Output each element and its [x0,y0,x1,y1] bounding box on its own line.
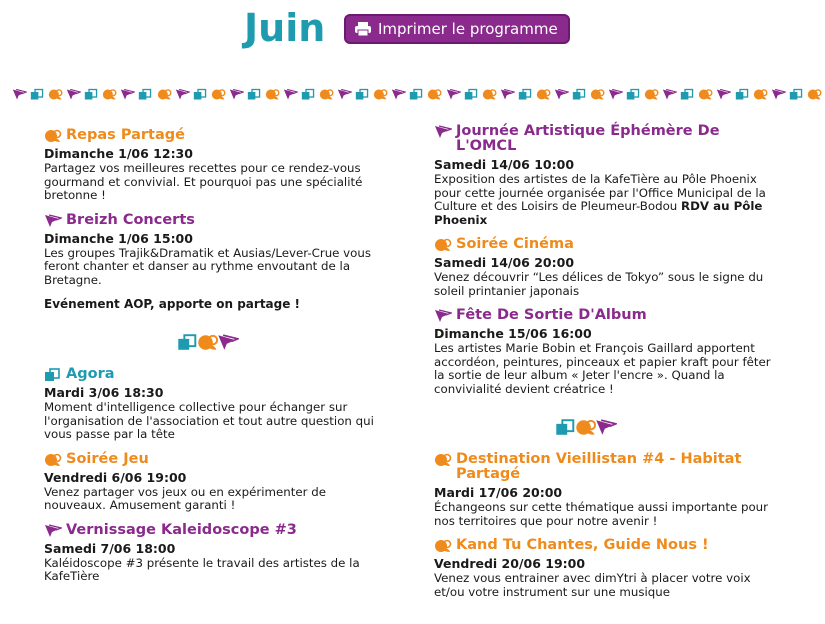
right-column [434,123,779,609]
chat-bubble-icon [434,453,452,467]
event-location: RDV au Pôle Phoenix [434,199,763,227]
event-repas-partage [44,128,374,203]
squares-icon [301,87,316,102]
chat-bubble-icon [102,87,117,102]
squares-icon [409,87,424,102]
chat-bubble-icon [44,453,62,467]
event-description: Partagez vos meilleures recettes pour ce rendez-vous gourmand et convivial. Et pourquoi pas une spécialité bretonne ! [44,161,363,202]
flag-icon [716,87,731,102]
flag-icon [12,87,27,102]
page-header [0,6,825,56]
squares-icon [735,87,750,102]
flag-icon [500,87,515,102]
squares-icon [626,87,641,102]
squares-icon [193,87,208,102]
event-description: Venez découvrir “Les délices de Tokyo” sous le signe du soleil printanier japonais [434,270,764,298]
event-title: Fête De Sortie D'Album [456,307,647,323]
squares-icon [680,87,695,102]
event-soiree-jeu [44,452,374,513]
chat-bubble-icon [44,129,62,143]
event-date: Dimanche 15/06 16:00 [434,326,592,341]
decorative-frieze [12,81,822,107]
event-description: Les groupes Trajik&Dramatik et Ausias/Lever-Crue vous feront chanter et danser au rythme envoutant de la Bretagne. [44,245,371,287]
flag-icon [434,309,452,323]
chat-bubble-icon [807,87,822,102]
flag-icon [175,87,190,102]
flag-icon [337,87,352,102]
chat-bubble-icon [753,87,768,102]
flag-icon [44,214,62,228]
flag-icon [391,87,406,102]
flag-icon [434,125,452,139]
chat-bubble-icon [434,238,452,252]
section-separator [394,412,779,442]
event-date: Samedi 7/06 18:00 [44,540,176,556]
event-title: Soirée Cinéma [456,236,574,252]
separator-icons [177,331,241,353]
squares-icon [44,368,62,382]
event-destination-vieillistan [434,452,779,528]
event-vernissage [44,523,374,584]
event-description [434,173,779,227]
chat-bubble-icon [48,87,63,102]
chat-bubble-icon [590,87,605,102]
chat-bubble-icon [373,87,388,102]
chat-bubble-icon [434,539,452,553]
printer-icon [354,21,372,37]
squares-icon [30,87,45,102]
chat-bubble-icon [644,87,659,102]
flag-icon [446,87,461,102]
event-fete-album [434,308,779,396]
flag-icon [283,87,298,102]
chat-bubble-icon [265,87,280,102]
chat-bubble-icon [536,87,551,102]
flag-icon [554,87,569,102]
flag-icon [44,524,62,538]
event-description: Échangeons sur cette thématique aussi importante pour nos territoires que pour notre avenir ! [434,500,768,528]
squares-icon [464,87,479,102]
left-column [44,128,374,594]
month-title: Juin [244,6,326,50]
squares-icon [518,87,533,102]
event-date: Vendredi 6/06 19:00 [44,469,187,485]
flag-icon [120,87,135,102]
event-kand-tu-chantes [434,538,779,599]
event-journee-artistique [434,124,779,227]
event-soiree-cinema [434,237,779,298]
chat-bubble-icon [427,87,442,102]
event-title: Kand Tu Chantes, Guide Nous ! [456,537,709,553]
flag-icon [771,87,786,102]
event-breizh-concerts [44,213,374,312]
separator-icons [555,416,619,438]
event-title: Agora [66,366,115,382]
flag-icon [66,87,81,102]
chat-bubble-icon [157,87,172,102]
event-title: Soirée Jeu [66,450,149,467]
chat-bubble-icon [211,87,226,102]
squares-icon [84,87,99,102]
event-description-text: Exposition des artistes de la KafeTière au Pôle Phoenix pour cette journée organisée par l'Office Municipal de la Culture et des Loisirs de Pleumeur-Bodou [434,172,766,213]
event-date: Dimanche 1/06 12:30 [44,146,193,161]
section-separator [44,327,374,357]
event-agora [44,367,374,442]
event-description: Les artistes Marie Bobin et François Gaillard apportent accordéon, peintures, pinceaux et papier kraft pour fêter la sortie de leur album « Jeter l'encre ». Quand la convivialité devient créatrice ! [434,341,771,396]
flag-icon [662,87,677,102]
chat-bubble-icon [319,87,334,102]
event-description: Moment d'intelligence collective pour échanger sur l'organisation de l'association et tout autre question qui vous passe par la tête [44,400,374,441]
print-program-button[interactable] [344,14,570,44]
squares-icon [355,87,370,102]
event-title: Repas Partagé [66,127,185,143]
event-description: Venez partager vos jeux ou en expérimenter de nouveaux. Amusement garanti ! [44,484,326,512]
squares-icon [572,87,587,102]
event-date: Vendredi 20/06 19:00 [434,556,586,571]
event-note: Evénement AOP, apporte on partage ! [44,297,301,311]
chat-bubble-icon [482,87,497,102]
event-title: Destination Vieillistan #4 - Habitat Partagé [456,451,742,482]
print-program-label: Imprimer le programme [378,20,558,38]
event-date: Mardi 3/06 18:30 [44,385,164,400]
event-description: Venez vous entrainer avec dimYtri à placer votre voix et/ou votre instrument sur une musique [434,571,751,599]
event-date: Samedi 14/06 10:00 [434,157,575,172]
squares-icon [138,87,153,102]
event-date: Samedi 14/06 20:00 [434,255,575,270]
event-title: Journée Artistique Éphémère De L'OMCL [456,123,720,154]
event-date: Dimanche 1/06 15:00 [44,230,193,246]
chat-bubble-icon [698,87,713,102]
event-date: Mardi 17/06 20:00 [434,485,563,500]
flag-icon [229,87,244,102]
flag-icon [608,87,623,102]
event-description: Kaléidoscope #3 présente le travail des artistes de la KafeTière [44,555,360,583]
squares-icon [247,87,262,102]
event-title: Breizh Concerts [66,211,195,228]
squares-icon [789,87,804,102]
event-title: Vernissage Kaleidoscope #3 [66,521,297,538]
